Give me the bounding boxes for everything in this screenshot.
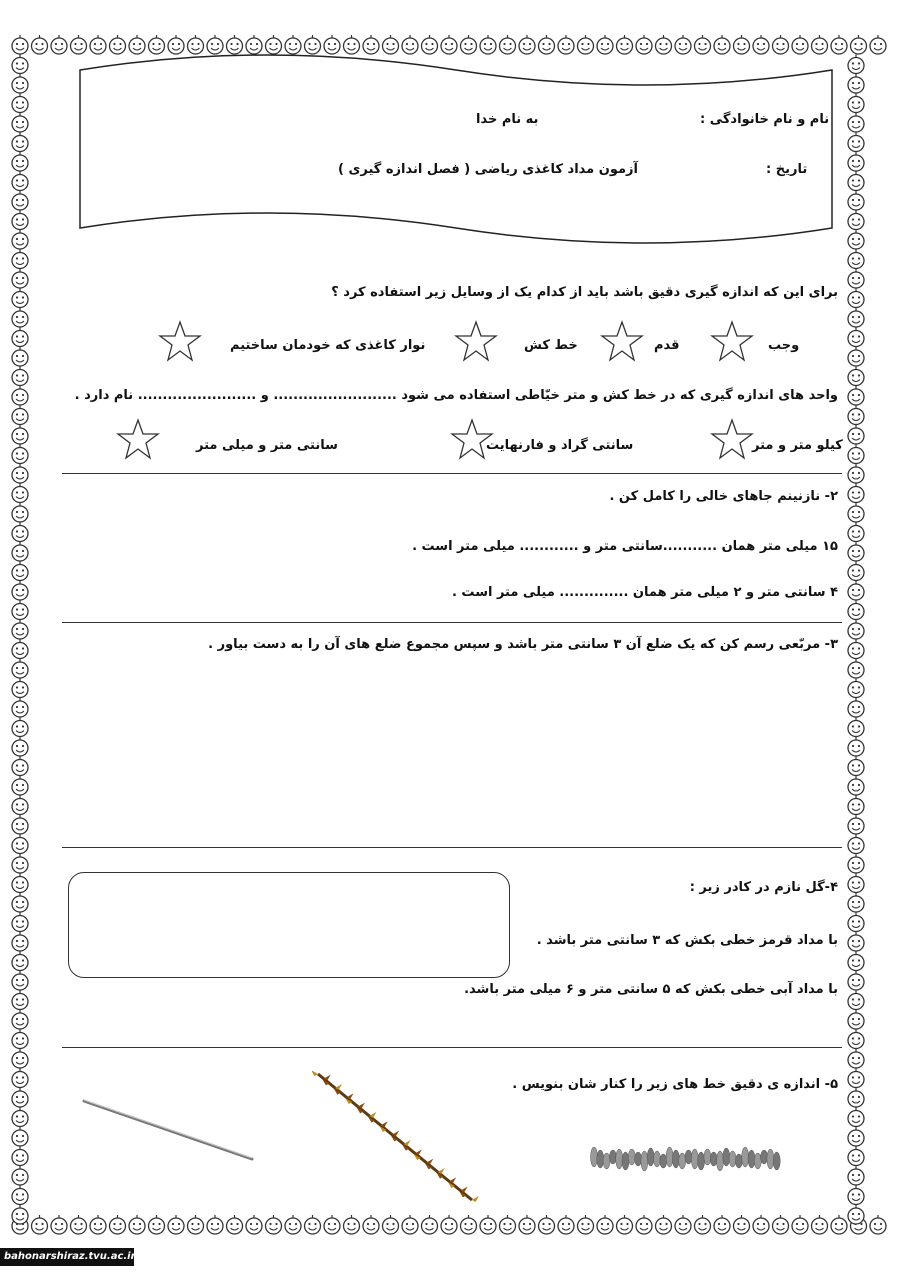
border-pumpkin-icon [12,854,28,873]
border-pumpkin-icon [848,367,864,386]
border-pumpkin-icon [441,1215,457,1234]
border-pumpkin-icon [12,1030,28,1049]
border-pumpkin-icon [848,757,864,776]
border-pumpkin-icon [12,971,28,990]
measure-line-twig [312,1068,482,1208]
border-pumpkin-icon [848,1205,864,1224]
border-pumpkin-icon [848,464,864,483]
q1-option-4: نوار کاغذی که خودمان ساختیم [230,338,426,353]
border-pumpkin-icon [149,1215,165,1234]
measure-line-stones [588,1143,788,1175]
border-pumpkin-icon [848,152,864,171]
star-checkbox-6[interactable] [450,418,494,460]
border-pumpkin-icon [539,1215,555,1234]
border-pumpkin-icon [848,1127,864,1146]
border-pumpkin-icon [848,971,864,990]
border-pumpkin-icon [848,1088,864,1107]
star-checkbox-3[interactable] [454,320,498,362]
q1-option-2: قدم [654,338,680,353]
border-pumpkin-icon [848,269,864,288]
border-pumpkin-icon [12,1088,28,1107]
border-pumpkin-icon [734,1215,750,1234]
q1-unit-option-2: سانتی گراد و فارنهایت [486,438,634,453]
border-pumpkin-icon [848,815,864,834]
border-pumpkin-icon [90,1215,106,1234]
border-pumpkin-icon [848,659,864,678]
border-pumpkin-icon [848,113,864,132]
border-pumpkin-icon [848,1010,864,1029]
border-pumpkin-icon [12,484,28,503]
divider-3 [62,847,842,848]
border-pumpkin-icon [12,445,28,464]
border-pumpkin-icon [51,35,67,54]
border-pumpkin-icon [12,523,28,542]
border-pumpkin-icon [12,191,28,210]
border-pumpkin-icon [246,1215,262,1234]
border-pumpkin-icon [848,640,864,659]
q1-option-1: وجب [768,338,800,353]
border-pumpkin-icon [12,991,28,1010]
border-pumpkin-icon [344,1215,360,1234]
border-pumpkin-icon [848,1030,864,1049]
border-pumpkin-icon [12,1108,28,1127]
border-pumpkin-icon [848,250,864,269]
border-pumpkin-icon [12,133,28,152]
border-pumpkin-icon [12,640,28,659]
border-pumpkin-icon [848,913,864,932]
border-pumpkin-icon [110,1215,126,1234]
border-pumpkin-icon [848,191,864,210]
border-pumpkin-icon [12,542,28,561]
q4-title: ۴-گل نازم در کادر زیر : [689,880,838,895]
border-pumpkin-icon [831,1215,847,1234]
border-pumpkin-icon [32,1215,48,1234]
border-pumpkin-icon [848,952,864,971]
border-pumpkin-icon [848,172,864,191]
q5-title: ۵- اندازه ی دقیق خط های زیر را کنار شان بنویس . [512,1077,838,1092]
border-pumpkin-icon [848,1166,864,1185]
border-pumpkin-icon [12,230,28,249]
q4-line-2: با مداد آبی خطی بکش که ۵ سانتی متر و ۶ میلی متر باشد. [464,982,838,997]
border-pumpkin-icon [12,893,28,912]
border-pumpkin-icon [305,1215,321,1234]
border-pumpkin-icon [848,874,864,893]
border-pumpkin-icon [12,659,28,678]
border-pumpkin-icon [519,1215,535,1234]
border-pumpkin-icon [578,1215,594,1234]
border-pumpkin-icon [848,347,864,366]
q1-question: برای این که اندازه گیری دقیق باشد باید از کدام یک از وسایل زیر استفاده کرد ؟ [331,285,838,300]
border-pumpkin-icon [500,1215,516,1234]
q1-unit-option-1: کیلو متر و متر [752,438,843,453]
border-pumpkin-icon [363,1215,379,1234]
border-pumpkin-icon [848,854,864,873]
border-pumpkin-icon [558,1215,574,1234]
border-pumpkin-icon [848,289,864,308]
border-pumpkin-icon [848,796,864,815]
border-pumpkin-icon [480,1215,496,1234]
border-pumpkin-icon [848,737,864,756]
border-pumpkin-icon [12,55,28,74]
star-checkbox-1[interactable] [710,320,754,362]
border-pumpkin-icon [848,328,864,347]
border-pumpkin-icon [848,211,864,230]
border-pumpkin-icon [12,328,28,347]
border-pumpkin-icon [848,698,864,717]
border-pumpkin-icon [12,796,28,815]
border-pumpkin-icon [848,601,864,620]
border-pumpkin-icon [12,835,28,854]
border-pumpkin-icon [851,35,867,54]
border-pumpkin-icon [848,503,864,522]
border-pumpkin-icon [12,289,28,308]
border-pumpkin-icon [12,152,28,171]
divider-1 [62,473,842,474]
border-pumpkin-icon [636,1215,652,1234]
border-pumpkin-icon [597,1215,613,1234]
q2-title: ۲- نازنینم جاهای خالی را کامل کن . [609,489,838,504]
border-pumpkin-icon [848,308,864,327]
border-pumpkin-icon [848,484,864,503]
border-pumpkin-icon [168,1215,184,1234]
border-pumpkin-icon [870,35,886,54]
border-pumpkin-icon [12,503,28,522]
border-pumpkin-icon [12,386,28,405]
border-pumpkin-icon [12,425,28,444]
border-pumpkin-icon [12,815,28,834]
divider-4 [62,1047,842,1048]
border-pumpkin-icon [848,718,864,737]
border-pumpkin-icon [12,776,28,795]
border-pumpkin-icon [870,1215,886,1234]
border-pumpkin-icon [12,1127,28,1146]
border-pumpkin-icon [12,601,28,620]
border-pumpkin-icon [675,1215,691,1234]
border-pumpkin-icon [12,757,28,776]
border-pumpkin-icon [12,562,28,581]
drawing-box[interactable] [68,872,510,978]
border-pumpkin-icon [848,542,864,561]
border-pumpkin-icon [12,464,28,483]
border-pumpkin-icon [848,1049,864,1068]
border-pumpkin-icon [12,367,28,386]
border-pumpkin-icon [12,679,28,698]
border-pumpkin-icon [773,1215,789,1234]
border-pumpkin-icon [848,425,864,444]
border-pumpkin-icon [12,308,28,327]
border-pumpkin-icon [848,835,864,854]
border-pumpkin-icon [12,718,28,737]
border-pumpkin-icon [753,1215,769,1234]
border-pumpkin-icon [12,737,28,756]
border-pumpkin-icon [422,1215,438,1234]
border-pumpkin-icon [848,386,864,405]
watermark-badge: bahonarshiraz.tvu.ac.ir [0,1248,134,1266]
border-pumpkin-icon [848,55,864,74]
q4-line-1: با مداد قرمز خطی بکش که ۳ سانتی متر باشد . [536,933,838,948]
border-pumpkin-icon [12,913,28,932]
border-pumpkin-icon [51,1215,67,1234]
date-label: تاریخ : [766,162,808,177]
border-pumpkin-icon [848,991,864,1010]
border-pumpkin-icon [848,74,864,93]
border-pumpkin-icon [12,250,28,269]
star-checkbox-7[interactable] [116,418,160,460]
border-pumpkin-icon [714,1215,730,1234]
border-pumpkin-icon [848,1069,864,1088]
exam-title: آزمون مداد کاغذی ریاضی ( فصل اندازه گیری ) [338,162,638,177]
border-pumpkin-icon [12,1069,28,1088]
border-pumpkin-icon [12,1186,28,1205]
q2-line-1: ۱۵ میلی متر همان ...........سانتی متر و ............ میلی متر است . [412,539,838,554]
border-pumpkin-icon [324,1215,340,1234]
border-pumpkin-icon [12,1010,28,1029]
border-pumpkin-icon [383,1215,399,1234]
q1-units-question: واحد های اندازه گیری که در خط کش و متر خیّاطی استفاده می شود ......................... و ........................ نام دارد . [74,388,838,403]
border-pumpkin-icon [12,347,28,366]
border-pumpkin-icon [188,1215,204,1234]
border-pumpkin-icon [12,1205,28,1224]
border-pumpkin-icon [617,1215,633,1234]
border-pumpkin-icon [12,172,28,191]
measure-line-needle [80,1095,260,1165]
q1-unit-option-3: سانتی متر و میلی متر [196,438,338,453]
border-pumpkin-icon [848,133,864,152]
border-pumpkin-icon [12,406,28,425]
border-pumpkin-icon [285,1215,301,1234]
border-pumpkin-icon [12,113,28,132]
border-pumpkin-icon [12,74,28,93]
border-pumpkin-icon [848,1147,864,1166]
border-pumpkin-icon [12,94,28,113]
border-pumpkin-icon [12,952,28,971]
border-pumpkin-icon [695,1215,711,1234]
border-pumpkin-icon [848,932,864,951]
border-pumpkin-icon [848,581,864,600]
q1-option-3: خط کش [524,338,578,353]
divider-2 [62,622,842,623]
border-pumpkin-icon [656,1215,672,1234]
star-checkbox-4[interactable] [158,320,202,362]
name-label: نام و نام خانوادگی : [700,112,830,127]
border-pumpkin-icon [12,698,28,717]
border-pumpkin-icon [71,1215,87,1234]
star-checkbox-5[interactable] [710,418,754,460]
border-pumpkin-icon [12,932,28,951]
basmala: به نام خدا [476,112,539,127]
border-pumpkin-icon [848,230,864,249]
border-pumpkin-icon [848,406,864,425]
border-pumpkin-icon [402,1215,418,1234]
border-pumpkin-icon [848,1108,864,1127]
star-checkbox-2[interactable] [600,320,644,362]
border-pumpkin-icon [461,1215,477,1234]
border-pumpkin-icon [848,562,864,581]
border-pumpkin-icon [12,581,28,600]
border-pumpkin-icon [848,893,864,912]
q3-title: ۳- مربّعی رسم کن که یک ضلع آن ۳ سانتی متر باشد و سپس مجموع ضلع های آن را به دست بیاور . [208,637,838,652]
border-pumpkin-icon [266,1215,282,1234]
border-pumpkin-icon [207,1215,223,1234]
border-pumpkin-icon [848,1186,864,1205]
border-pumpkin-icon [792,1215,808,1234]
border-pumpkin-icon [848,94,864,113]
border-pumpkin-icon [12,35,28,54]
border-pumpkin-icon [12,1166,28,1185]
border-pumpkin-icon [848,445,864,464]
border-pumpkin-icon [227,1215,243,1234]
border-pumpkin-icon [12,874,28,893]
border-pumpkin-icon [848,776,864,795]
border-pumpkin-icon [848,523,864,542]
border-pumpkin-icon [12,211,28,230]
border-pumpkin-icon [129,1215,145,1234]
border-pumpkin-icon [12,620,28,639]
border-pumpkin-icon [848,620,864,639]
title-scroll-banner [76,50,836,250]
border-pumpkin-icon [12,269,28,288]
border-pumpkin-icon [12,1049,28,1068]
q2-line-2: ۴ سانتی متر و ۲ میلی متر همان .............. میلی متر است . [451,585,838,600]
border-pumpkin-icon [12,1147,28,1166]
border-pumpkin-icon [32,35,48,54]
border-pumpkin-icon [812,1215,828,1234]
border-pumpkin-icon [848,679,864,698]
